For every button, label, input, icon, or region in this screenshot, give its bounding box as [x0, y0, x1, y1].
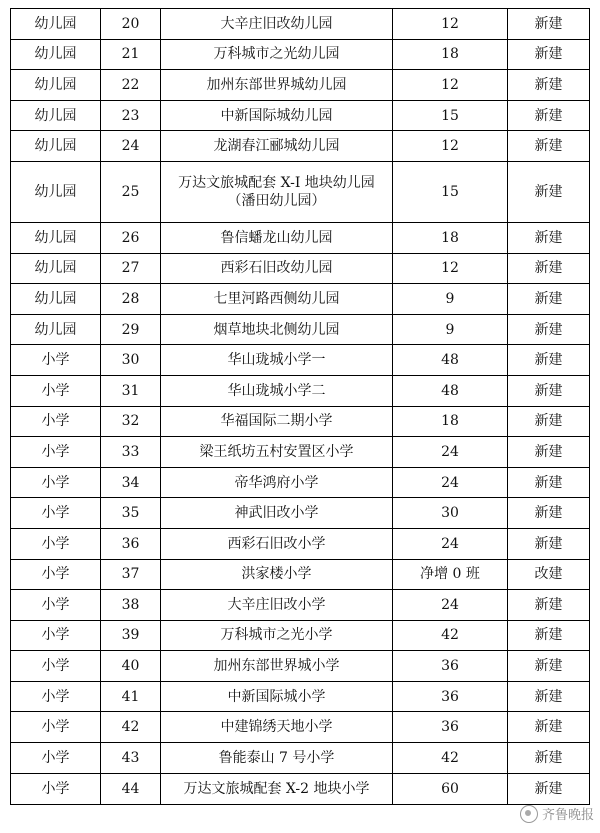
cell-classes: 净增 0 班	[393, 559, 508, 590]
cell-type: 幼儿园	[11, 222, 101, 253]
cell-status: 改建	[508, 559, 590, 590]
cell-name: 中新国际城幼儿园	[161, 100, 393, 131]
cell-classes: 15	[393, 100, 508, 131]
cell-classes: 12	[393, 70, 508, 101]
cell-status: 新建	[508, 620, 590, 651]
table-row	[11, 375, 590, 406]
cell-type: 幼儿园	[11, 9, 101, 40]
table-row	[11, 70, 590, 101]
cell-name: 中新国际城小学	[161, 681, 393, 712]
cell-number: 20	[101, 9, 161, 40]
cell-status: 新建	[508, 253, 590, 284]
cell-status: 新建	[508, 651, 590, 682]
cell-type: 小学	[11, 620, 101, 651]
cell-classes: 15	[393, 161, 508, 222]
watermark-text: 齐鲁晚报	[541, 808, 594, 823]
table-row	[11, 681, 590, 712]
wechat-icon	[520, 805, 538, 823]
table-row	[11, 743, 590, 774]
cell-number: 43	[101, 743, 161, 774]
cell-name: 华福国际二期小学	[161, 406, 393, 437]
cell-classes: 36	[393, 651, 508, 682]
cell-type: 幼儿园	[11, 39, 101, 70]
cell-status: 新建	[508, 590, 590, 621]
cell-name: 加州东部世界城幼儿园	[161, 70, 393, 101]
cell-number: 24	[101, 131, 161, 162]
cell-number: 30	[101, 345, 161, 376]
cell-number: 33	[101, 437, 161, 468]
table-row	[11, 498, 590, 529]
cell-name: 梁王纸坊五村安置区小学	[161, 437, 393, 468]
cell-classes: 12	[393, 131, 508, 162]
cell-number: 38	[101, 590, 161, 621]
cell-type: 幼儿园	[11, 131, 101, 162]
cell-classes: 24	[393, 528, 508, 559]
table-row	[11, 406, 590, 437]
cell-number: 26	[101, 222, 161, 253]
cell-status: 新建	[508, 345, 590, 376]
cell-name: 万达文旅城配套 X-I 地块幼儿园（潘田幼儿园）	[161, 161, 393, 222]
cell-number: 23	[101, 100, 161, 131]
table-row	[11, 590, 590, 621]
cell-name: 大辛庄旧改幼儿园	[161, 9, 393, 40]
table-row	[11, 467, 590, 498]
cell-status: 新建	[508, 773, 590, 804]
cell-name: 万达文旅城配套 X-2 地块小学	[161, 773, 393, 804]
cell-status: 新建	[508, 100, 590, 131]
cell-type: 小学	[11, 590, 101, 621]
cell-number: 25	[101, 161, 161, 222]
table-row	[11, 345, 590, 376]
cell-classes: 18	[393, 39, 508, 70]
cell-type: 小学	[11, 528, 101, 559]
table-body	[11, 9, 590, 805]
cell-number: 21	[101, 39, 161, 70]
cell-name: 万科城市之光幼儿园	[161, 39, 393, 70]
table-row	[11, 712, 590, 743]
cell-type: 幼儿园	[11, 284, 101, 315]
cell-status: 新建	[508, 712, 590, 743]
cell-number: 31	[101, 375, 161, 406]
cell-type: 小学	[11, 406, 101, 437]
cell-status: 新建	[508, 743, 590, 774]
cell-number: 40	[101, 651, 161, 682]
cell-type: 幼儿园	[11, 161, 101, 222]
table-row	[11, 773, 590, 804]
cell-classes: 24	[393, 437, 508, 468]
table-row	[11, 100, 590, 131]
cell-classes: 48	[393, 375, 508, 406]
table-row	[11, 253, 590, 284]
table-row	[11, 222, 590, 253]
cell-status: 新建	[508, 161, 590, 222]
cell-type: 小学	[11, 651, 101, 682]
cell-type: 小学	[11, 681, 101, 712]
cell-classes: 18	[393, 406, 508, 437]
cell-status: 新建	[508, 681, 590, 712]
cell-type: 小学	[11, 498, 101, 529]
cell-name: 加州东部世界城小学	[161, 651, 393, 682]
cell-number: 37	[101, 559, 161, 590]
cell-number: 34	[101, 467, 161, 498]
table-row	[11, 284, 590, 315]
cell-status: 新建	[508, 131, 590, 162]
cell-classes: 24	[393, 590, 508, 621]
cell-status: 新建	[508, 39, 590, 70]
cell-classes: 9	[393, 314, 508, 345]
cell-classes: 60	[393, 773, 508, 804]
cell-classes: 30	[393, 498, 508, 529]
cell-number: 44	[101, 773, 161, 804]
cell-type: 幼儿园	[11, 100, 101, 131]
cell-type: 小学	[11, 375, 101, 406]
cell-number: 22	[101, 70, 161, 101]
cell-name: 万科城市之光小学	[161, 620, 393, 651]
watermark	[520, 804, 594, 823]
cell-name: 华山珑城小学二	[161, 375, 393, 406]
cell-number: 32	[101, 406, 161, 437]
cell-name: 华山珑城小学一	[161, 345, 393, 376]
cell-name: 鲁能泰山 7 号小学	[161, 743, 393, 774]
cell-classes: 12	[393, 9, 508, 40]
cell-type: 幼儿园	[11, 253, 101, 284]
cell-status: 新建	[508, 284, 590, 315]
cell-classes: 36	[393, 681, 508, 712]
table-row	[11, 131, 590, 162]
cell-status: 新建	[508, 314, 590, 345]
cell-number: 28	[101, 284, 161, 315]
cell-classes: 12	[393, 253, 508, 284]
cell-name: 中建锦绣天地小学	[161, 712, 393, 743]
cell-number: 35	[101, 498, 161, 529]
school-table	[10, 8, 590, 805]
cell-name: 神武旧改小学	[161, 498, 393, 529]
cell-type: 小学	[11, 467, 101, 498]
cell-status: 新建	[508, 375, 590, 406]
table-row	[11, 161, 590, 222]
cell-name: 大辛庄旧改小学	[161, 590, 393, 621]
cell-name: 西彩石旧改幼儿园	[161, 253, 393, 284]
cell-number: 29	[101, 314, 161, 345]
cell-number: 27	[101, 253, 161, 284]
cell-type: 小学	[11, 773, 101, 804]
cell-classes: 18	[393, 222, 508, 253]
cell-status: 新建	[508, 70, 590, 101]
cell-name: 鲁信蟠龙山幼儿园	[161, 222, 393, 253]
cell-status: 新建	[508, 498, 590, 529]
cell-classes: 42	[393, 743, 508, 774]
cell-classes: 36	[393, 712, 508, 743]
cell-status: 新建	[508, 467, 590, 498]
cell-name: 西彩石旧改小学	[161, 528, 393, 559]
cell-classes: 24	[393, 467, 508, 498]
table-row	[11, 437, 590, 468]
cell-number: 42	[101, 712, 161, 743]
cell-classes: 9	[393, 284, 508, 315]
cell-number: 39	[101, 620, 161, 651]
cell-type: 小学	[11, 712, 101, 743]
cell-status: 新建	[508, 437, 590, 468]
cell-number: 36	[101, 528, 161, 559]
table-row	[11, 559, 590, 590]
cell-status: 新建	[508, 9, 590, 40]
cell-type: 幼儿园	[11, 70, 101, 101]
cell-type: 小学	[11, 345, 101, 376]
table-row	[11, 314, 590, 345]
table-row	[11, 9, 590, 40]
cell-status: 新建	[508, 528, 590, 559]
cell-status: 新建	[508, 222, 590, 253]
cell-type: 幼儿园	[11, 314, 101, 345]
table-row	[11, 620, 590, 651]
cell-status: 新建	[508, 406, 590, 437]
cell-name: 洪家楼小学	[161, 559, 393, 590]
cell-name: 七里河路西侧幼儿园	[161, 284, 393, 315]
cell-type: 小学	[11, 743, 101, 774]
cell-name: 龙湖春江郦城幼儿园	[161, 131, 393, 162]
table-row	[11, 39, 590, 70]
cell-classes: 42	[393, 620, 508, 651]
table-row	[11, 528, 590, 559]
table-row	[11, 651, 590, 682]
cell-classes: 48	[393, 345, 508, 376]
cell-number: 41	[101, 681, 161, 712]
cell-type: 小学	[11, 437, 101, 468]
cell-name: 帝华鸿府小学	[161, 467, 393, 498]
cell-name: 烟草地块北侧幼儿园	[161, 314, 393, 345]
cell-type: 小学	[11, 559, 101, 590]
